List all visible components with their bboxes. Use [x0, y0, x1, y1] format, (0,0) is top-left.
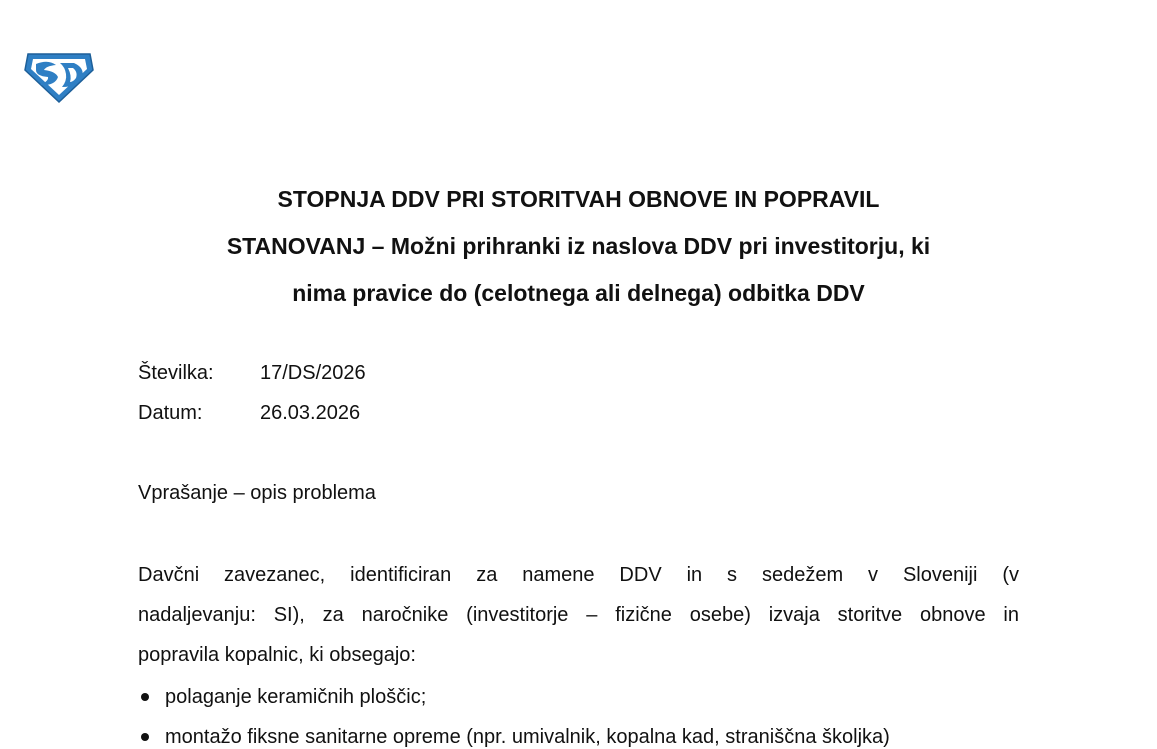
paragraph-line-1: Davčni zavezanec, identificiran za namene DDV in s sedežem v Sloveniji (v [138, 564, 1019, 586]
title-line-1: STOPNJA DDV PRI STORITVAH OBNOVE IN POPRAVIL [277, 186, 880, 212]
document-title [0, 176, 1157, 317]
paragraph-line-2: nadaljevanju: SI), za naročnike (investitorje – fizične osebe) izvaja storitve obnove in [138, 604, 1019, 626]
document-number-row [138, 361, 366, 385]
list-item [138, 685, 426, 709]
document-number-value: 17/DS/2026 [260, 362, 366, 384]
section-heading: Vprašanje – opis problema [138, 482, 376, 504]
document-number-label: Številka: [138, 362, 214, 384]
list-item-text: polaganje keramičnih ploščic; [165, 686, 427, 708]
document-date-value: 26.03.2026 [260, 402, 361, 424]
paragraph-line-3: popravila kopalnic, ki obsegajo: [138, 644, 416, 666]
list-item [138, 725, 890, 749]
list-item-text: montažo fiksne sanitarne opreme (npr. umivalnik, kopalna kad, straniščna školjka) [165, 726, 890, 748]
title-line-3: nima pravice do (celotnega ali delnega) odbitka DDV [292, 280, 865, 306]
document-date-label: Datum: [138, 402, 203, 424]
document-date-row [138, 401, 360, 425]
bullet-icon [141, 693, 149, 701]
bullet-icon [141, 733, 149, 741]
title-line-2: STANOVANJ – Možni prihranki iz naslova DDV pri investitorju, ki [226, 233, 931, 259]
body-paragraph [138, 555, 1019, 675]
company-logo-icon [22, 48, 96, 104]
